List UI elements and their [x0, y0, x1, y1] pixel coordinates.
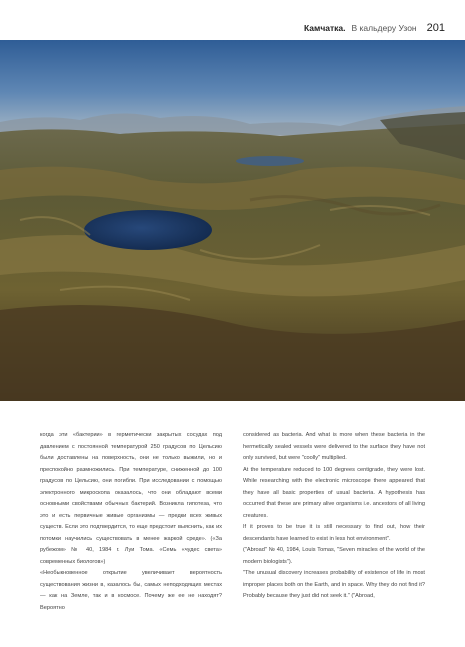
running-header — [304, 22, 445, 34]
header-subtitle: В кальдеру Узон — [351, 23, 417, 33]
paragraph: considered as bacteria. And what is more when these bacteria in the hermetically sealed vessels were delivered to the surface they have not only survived, but were "coolly" multiplied. — [243, 432, 425, 461]
caldera-lake — [84, 210, 212, 250]
header-title: Камчатка. — [304, 23, 346, 33]
landscape-illustration — [0, 40, 465, 401]
paragraph: "The unusual discovery increases probability of existence of life in most improper places both on the Earth, and in space. Why they do not find it? Probably because they just did not seek it." ("Abroad, — [243, 570, 425, 599]
page-number: 201 — [426, 22, 445, 34]
aerial-landscape-photo — [0, 40, 465, 401]
paragraph: когда эти «бактерии» в герметически закрытых сосудах под давлением с постоянной температурой 250 градусов по Цельсию были доставлены на поверхность, они не только выжили, но и преспокойно размножились. При температуре, сниженной до 100 градусов по Цельсию, они погибли. При исследовании с помощью электронного микроскопа оказалось, что они обладают всеми основными свойствами обычных бактерий. Возникла гипотеза, что это и есть первичные живые организмы — предки всех живых существ. Если это подтвердится, то еще предстоит выяснить, как их потомки научились существовать в менее жаркой среде». («За рубежом» № 40, 1984 г. Луи Тома. «Семь «чудес света» современных биологов») — [40, 432, 222, 565]
text-column-english — [243, 430, 425, 603]
paragraph: «Необыкновенное открытие увеличивает вероятность существования жизни в, казалось бы, самых неподходящих местах — как на Земле, так и в космосе. Почему же ее не находят? Вероятно — [40, 570, 222, 611]
paragraph: If it proves to be true it is still necessary to find out, how their descendants have learned to exist in less hot environment". — [243, 524, 425, 542]
paragraph: ("Abroad" № 40, 1984, Louis Tomas, "Seven miracles of the world of the modern biologists"). — [243, 547, 425, 565]
paragraph: At the temperature reduced to 100 degrees centigrade, they were lost. While researching with the electronic microscope there appeared that they have all basic properties of usual bacteria. A hypothesis has occurred that these are primary alive organisms i.e. ancestors of all living creatures. — [243, 466, 425, 519]
text-column-russian — [40, 430, 222, 614]
